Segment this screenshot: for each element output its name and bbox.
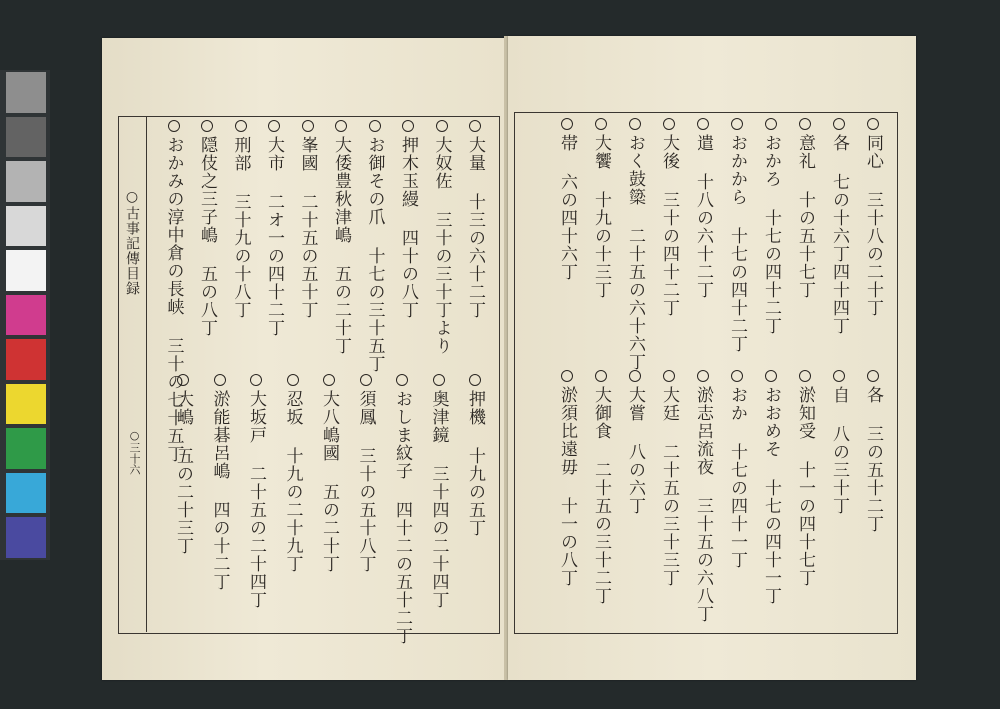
- index-entry: 大量 十三の六十二丁: [465, 136, 485, 319]
- entry-circle-mark: [433, 374, 445, 386]
- color-swatch: [6, 517, 46, 558]
- color-calibration-bar: [0, 70, 50, 560]
- index-entry: おか 十七の四十一丁: [727, 386, 747, 569]
- color-swatch: [6, 295, 46, 336]
- open-book: [100, 34, 920, 684]
- index-entry: 隠伎之三子嶋 五の八丁: [197, 136, 217, 337]
- index-entry: 大御食 二十五の三十二丁: [591, 386, 611, 605]
- entry-circle-mark: [369, 120, 381, 132]
- entry-circle-mark: [697, 118, 709, 130]
- index-entry: 峯國 二十五の五十丁: [297, 136, 318, 319]
- index-entry: 遣 十八の六十二丁: [693, 134, 713, 299]
- entry-circle-mark: [302, 120, 314, 132]
- color-swatch: [6, 250, 46, 291]
- page-number: ○三十六: [128, 429, 141, 475]
- index-entry: お御その爪 十七の三十五丁: [364, 136, 385, 373]
- entry-circle-mark: [595, 118, 607, 130]
- entry-circle-mark: [235, 120, 247, 132]
- color-swatch: [6, 473, 46, 514]
- index-entry: 大倭豊秋津嶋 五の二十丁: [331, 136, 351, 355]
- index-entry: 大坂戸 二十五の二十四丁: [246, 390, 266, 609]
- index-entry: 大後 三十の四十二丁: [659, 134, 679, 317]
- color-swatch: [6, 72, 46, 113]
- entry-circle-mark: [731, 370, 743, 382]
- entry-circle-mark: [663, 370, 675, 382]
- entry-circle-mark: [469, 374, 481, 386]
- color-swatch: [6, 339, 46, 380]
- index-entry: 同心 三十八の二十丁: [863, 134, 883, 317]
- entry-circle-mark: [250, 374, 262, 386]
- index-entry: 大奴佐 三十の三十丁より: [431, 136, 452, 355]
- entry-circle-mark: [867, 118, 879, 130]
- index-entry: 大八嶋國 五の二十丁: [319, 390, 339, 573]
- index-entry: おしま紋子 四十二の五十二丁: [392, 390, 412, 645]
- entry-circle-mark: [268, 120, 280, 132]
- index-entry: 自 八の三十丁: [829, 386, 849, 515]
- entry-circle-mark: [561, 370, 573, 382]
- index-entry: 各 三の五十二丁: [863, 386, 883, 533]
- entry-circle-mark: [765, 370, 777, 382]
- entry-circle-mark: [360, 374, 372, 386]
- index-entry: おかみの淳中倉の長峡 三十の七十五丁: [163, 136, 184, 463]
- entry-circle-mark: [323, 374, 335, 386]
- color-swatch: [6, 428, 46, 469]
- index-entry: おかから 十七の四十二丁: [727, 134, 747, 353]
- index-entry: 淤志呂流夜 三十五の六八丁: [693, 386, 713, 623]
- entry-circle-mark: [595, 370, 607, 382]
- entry-circle-mark: [629, 118, 641, 130]
- index-entry: おかろ 十七の四十二丁: [761, 134, 781, 335]
- index-entry: 忍坂 十九の二十九丁: [282, 390, 303, 573]
- entry-circle-mark: [201, 120, 213, 132]
- index-entry: 押機 十九の五丁: [465, 390, 485, 537]
- color-swatch: [6, 206, 46, 247]
- index-entry: 刑部 三十九の十八丁: [230, 136, 251, 319]
- index-entry: 淤知受 十一の四十七丁: [795, 386, 815, 587]
- index-entry: 奥津鏡 三十四の二十四丁: [428, 390, 449, 609]
- entry-circle-mark: [731, 118, 743, 130]
- index-entry: 大嶋 五の二十三丁: [173, 390, 193, 555]
- entry-circle-mark: [402, 120, 414, 132]
- index-entry: 押木玉縵 四十の八丁: [398, 136, 418, 319]
- index-entry: おおめそ 十七の四十一丁: [761, 386, 781, 605]
- entry-circle-mark: [436, 120, 448, 132]
- side-title: ○古事記傳目録: [124, 189, 140, 296]
- entry-circle-mark: [697, 370, 709, 382]
- entry-circle-mark: [799, 118, 811, 130]
- entry-circle-mark: [214, 374, 226, 386]
- entry-circle-mark: [799, 370, 811, 382]
- entry-circle-mark: [867, 370, 879, 382]
- index-entry: 大市 二オ一の四十二丁: [264, 136, 284, 337]
- entry-circle-mark: [287, 374, 299, 386]
- entry-circle-mark: [663, 118, 675, 130]
- index-entry: 大廷 二十五の三十三丁: [659, 386, 679, 587]
- entry-circle-mark: [561, 118, 573, 130]
- entry-circle-mark: [168, 120, 180, 132]
- entry-circle-mark: [469, 120, 481, 132]
- entry-circle-mark: [765, 118, 777, 130]
- entry-circle-mark: [335, 120, 347, 132]
- color-swatch: [6, 117, 46, 158]
- color-swatch: [6, 161, 46, 202]
- entry-circle-mark: [629, 370, 641, 382]
- index-entry: 淤須比遠毋 十一の八丁: [557, 386, 577, 587]
- entry-circle-mark: [396, 374, 408, 386]
- index-entry: 各 七の十六丁四十四丁: [829, 134, 849, 335]
- index-entry: 大饗 十九の十三丁: [591, 134, 611, 299]
- index-entry: 須鳳 三十の五十八丁: [355, 390, 376, 573]
- color-swatch: [6, 384, 46, 425]
- index-entry: 意礼 十の五十七丁: [795, 134, 815, 299]
- index-entry: 帯 六の四十六丁: [557, 134, 577, 281]
- index-entry: 大嘗 八の六丁: [625, 386, 645, 515]
- entry-circle-mark: [177, 374, 189, 386]
- index-entry: おく鼓簗 二十五の六十六丁: [625, 134, 645, 371]
- index-entry: 淤能碁呂嶋 四の十二丁: [209, 390, 230, 591]
- entry-circle-mark: [833, 118, 845, 130]
- entry-circle-mark: [833, 370, 845, 382]
